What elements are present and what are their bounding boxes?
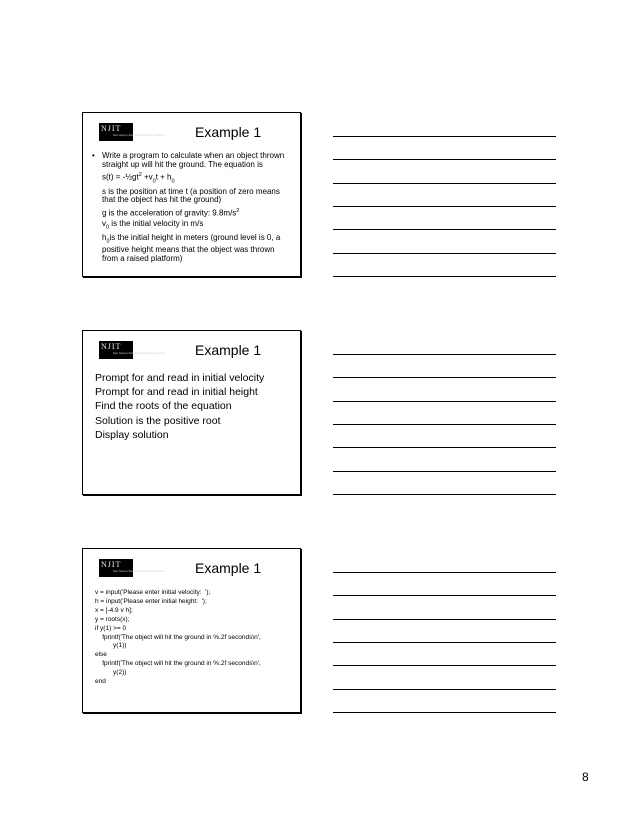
note-line xyxy=(333,401,556,402)
note-line xyxy=(333,253,556,254)
slide-title: Example 1 xyxy=(195,124,262,140)
note-line xyxy=(333,595,556,596)
note-line xyxy=(333,159,556,160)
def-text: h xyxy=(102,233,107,242)
def-sub: 0 xyxy=(106,238,110,245)
list-item: Prompt for and read in initial height xyxy=(95,386,258,399)
slide-3 xyxy=(82,548,301,713)
slide-title: Example 1 xyxy=(195,560,262,576)
note-line xyxy=(333,447,556,448)
page-number: 8 xyxy=(582,770,589,784)
njit-logo xyxy=(99,559,165,577)
list-item: Display solution xyxy=(95,428,169,441)
note-line xyxy=(333,377,556,378)
eq-part: s(t) = -½gt xyxy=(102,172,139,182)
def-sup: 2 xyxy=(236,207,240,214)
def-text: is the initial velocity in m/s xyxy=(109,218,204,228)
note-line xyxy=(333,229,556,230)
logo-subtext: New Jersey's Science & Technology University xyxy=(113,134,165,137)
note-line xyxy=(333,183,556,184)
bullet-dot-icon: • xyxy=(92,151,95,160)
slide-body xyxy=(95,371,264,442)
eq-part: +v xyxy=(141,172,153,182)
slide-title: Example 1 xyxy=(195,342,262,358)
note-line xyxy=(333,712,556,713)
note-line xyxy=(333,642,556,643)
equation xyxy=(92,171,292,186)
note-line xyxy=(333,276,556,277)
note-line xyxy=(333,689,556,690)
slide-2 xyxy=(82,330,301,495)
note-line xyxy=(333,619,556,620)
njit-logo xyxy=(99,341,165,359)
note-line xyxy=(333,665,556,666)
eq-part: t + h xyxy=(155,172,172,182)
note-line xyxy=(333,471,556,472)
definition-h0 xyxy=(92,234,292,263)
slide-body xyxy=(92,152,292,263)
note-line xyxy=(333,136,556,137)
njit-logo xyxy=(99,123,165,141)
def-text: g is the acceleration of gravity: 9.8m/s xyxy=(102,208,237,218)
note-line xyxy=(333,572,556,573)
list-item: Find the roots of the equation xyxy=(95,400,232,413)
slide-1 xyxy=(82,112,301,277)
logo-text: NJIT xyxy=(101,342,122,351)
note-line xyxy=(333,424,556,425)
eq-sub: 0 xyxy=(152,178,156,185)
note-line xyxy=(333,354,556,355)
logo-subtext: New Jersey's Science & Technology University xyxy=(113,570,165,573)
eq-sub: 0 xyxy=(171,178,175,185)
def-text: is the initial height in meters (ground level is 0, a positive height means that the object was thrown from a raised platform) xyxy=(102,233,281,263)
definition-s: s is the position at time t (a position of zero means that the object has hit the ground) xyxy=(102,186,280,205)
list-item: Solution is the positive root xyxy=(95,414,221,427)
bullet-text: Write a program to calculate when an object thrown straight up will hit the ground. The equation is xyxy=(102,151,285,169)
definition-v0 xyxy=(92,220,292,232)
list-item: Prompt for and read in initial velocity xyxy=(95,372,265,384)
logo-text: NJIT xyxy=(101,124,122,133)
note-line xyxy=(333,494,556,495)
definition-g xyxy=(92,207,292,218)
logo-subtext: New Jersey's Science & Technology University xyxy=(113,352,165,355)
note-line xyxy=(333,206,556,207)
code-block: v = input('Please enter initial velocity: '); h = input('Please enter initial height: '); x = [-4.9 v h]; y = roots(x); if y(1) >= 0 fprintf('The object will hit the ground in %.2f seconds\n', y(1)) else fprintf('The object will hit the ground in %.2f seconds\n', y(2)) end xyxy=(95,589,261,686)
bullet-item xyxy=(92,152,292,169)
def-text: v xyxy=(102,218,106,228)
eq-sup: 2 xyxy=(138,172,142,178)
logo-text: NJIT xyxy=(101,560,122,569)
def-sub: 0 xyxy=(106,224,110,231)
